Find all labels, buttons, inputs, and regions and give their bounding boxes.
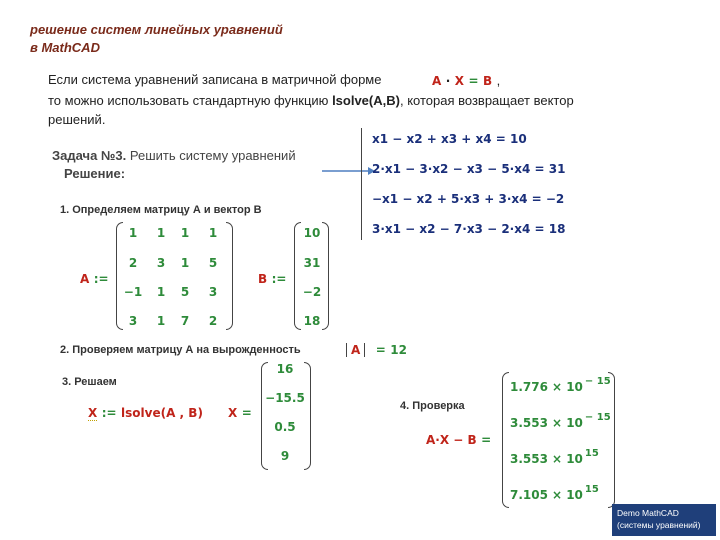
matrix-a-cell: 1: [156, 226, 166, 240]
check-result-exponent: − 15: [584, 376, 611, 387]
lsolve-call: lsolve(A , B): [121, 406, 203, 420]
demo-badge-line-1: Demo MathCAD: [617, 508, 679, 518]
matrix-a-cell: 7: [180, 314, 190, 328]
matrix-a-cell: 1: [180, 256, 190, 270]
matrix-form-dot: ·: [445, 74, 451, 88]
check-result-row: [510, 378, 611, 396]
check-result-times: × 10: [551, 380, 583, 394]
matrix-form-b: B: [483, 74, 493, 88]
demo-badge: [612, 504, 716, 536]
page-title: решение систем линейных уравнений: [30, 22, 283, 37]
determinant-a: A: [346, 343, 365, 357]
check-result-row: [510, 414, 611, 432]
determinant-eq: =: [375, 343, 386, 357]
equation-2: 2·x1 − 3·x2 − x3 − 5·x4 = 31: [372, 162, 566, 176]
matrix-form-x: X: [454, 74, 465, 88]
lsolve-assignment: [88, 404, 203, 422]
matrix-a-cell: 1: [128, 226, 138, 240]
vector-x-cell: 9: [280, 449, 290, 463]
matrix-a-assignment: [80, 270, 109, 288]
vector-b-cell: 31: [303, 256, 321, 270]
vector-x-cell: 0.5: [274, 420, 296, 434]
x-result-eq: =: [241, 406, 252, 420]
intro-line-2-before: то можно использовать стандартную функцию: [48, 93, 329, 108]
vector-b-cell: −2: [302, 285, 322, 299]
x-result-name: X: [228, 406, 238, 420]
matrix-a-assign: :=: [93, 272, 109, 286]
check-result-mantissa: 1.776: [510, 380, 548, 394]
matrix-a-cell: 2: [128, 256, 138, 270]
vector-b-cell: 10: [303, 226, 321, 240]
check-result-mantissa: 7.105: [510, 488, 548, 502]
x-assign: :=: [101, 406, 117, 420]
matrix-a-cell: 1: [180, 226, 190, 240]
check-result-times: × 10: [551, 488, 583, 502]
matrix-a-cell: 3: [128, 314, 138, 328]
equation-4: 3·x1 − x2 − 7·x3 − 2·x4 = 18: [372, 222, 566, 236]
vector-b-assignment: [258, 270, 286, 288]
matrix-form-expression: [432, 72, 500, 90]
task-label: Задача №3.: [52, 148, 127, 163]
check-eq: =: [481, 433, 492, 447]
vector-b-cell: 18: [303, 314, 321, 328]
lsolve-function: lsolve(A,B): [332, 93, 400, 108]
check-result-exponent: 15: [584, 484, 599, 495]
intro-line-1: Если система уравнений записана в матричной форме: [48, 72, 382, 87]
equations-divider: [361, 128, 366, 240]
determinant-expression: [346, 341, 407, 359]
step-3-label: 3. Решаем: [62, 376, 117, 388]
intro-line-3: решений.: [48, 112, 106, 127]
check-result-exponent: 15: [584, 448, 599, 459]
equation-3: −x1 − x2 + 5·x3 + 3·x4 = −2: [372, 192, 565, 206]
matrix-a-cell: 2: [208, 314, 218, 328]
matrix-a-cell: 1: [208, 226, 218, 240]
matrix-a-name: A: [80, 272, 90, 286]
check-result-times: × 10: [551, 452, 583, 466]
vector-b-assign: :=: [271, 272, 287, 286]
check-result-times: × 10: [551, 416, 583, 430]
demo-badge-line-2: (системы уравнений): [617, 520, 701, 530]
page-subtitle: в MathCAD: [30, 40, 100, 55]
check-expression: A·X − B: [426, 433, 477, 447]
matrix-a-cell: 5: [180, 285, 190, 299]
step-1-label: 1. Определяем матрицу А и вектор В: [60, 204, 262, 216]
step-2-label: 2. Проверяем матрицу А на вырожденность: [60, 344, 301, 356]
matrix-a-cell: 3: [156, 256, 166, 270]
matrix-a-cell: 3: [208, 285, 218, 299]
matrix-a-cell: 5: [208, 256, 218, 270]
check-result-mantissa: 3.553: [510, 416, 548, 430]
x-result-label: [228, 404, 252, 422]
arrow-icon: [320, 164, 376, 178]
check-result-row: [510, 450, 599, 468]
check-left-bracket: [502, 372, 509, 508]
vector-x-cell: −15.5: [265, 391, 305, 405]
check-result-mantissa: 3.553: [510, 452, 548, 466]
matrix-form-a: A: [432, 74, 442, 88]
vector-b-name: B: [258, 272, 268, 286]
intro-line-2-after: , которая возвращает вектор: [399, 93, 574, 108]
task-heading: [52, 148, 296, 163]
solution-label: Решение:: [64, 166, 126, 181]
check-expression-row: [426, 431, 491, 449]
matrix-a-cell: −1: [123, 285, 143, 299]
x-variable-name: X: [88, 406, 98, 420]
check-result-exponent: − 15: [584, 412, 611, 423]
vector-x-cell: 16: [276, 362, 294, 376]
intro-line-2: [48, 93, 574, 108]
task-text: Решить систему уравнений: [129, 148, 296, 163]
matrix-form-eq: =: [468, 74, 479, 88]
check-result-row: [510, 486, 599, 504]
matrix-a-cell: 1: [156, 314, 166, 328]
equation-1: x1 − x2 + x3 + x4 = 10: [372, 132, 527, 146]
determinant-value: 12: [390, 343, 407, 357]
step-4-label: 4. Проверка: [400, 400, 465, 412]
matrix-form-comma: ,: [496, 73, 501, 88]
matrix-a-cell: 1: [156, 285, 166, 299]
